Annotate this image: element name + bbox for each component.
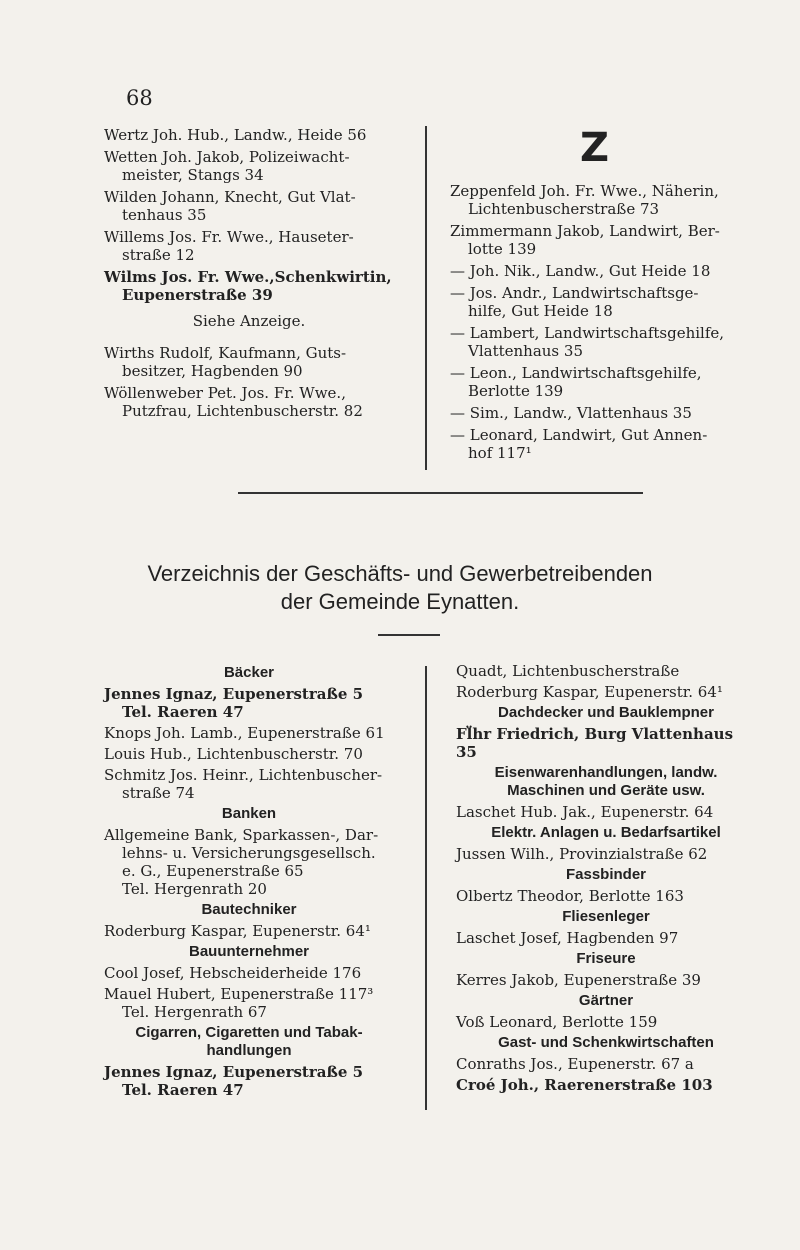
entry-line: Croé Joh., Raerenerstraße 103 <box>456 1076 713 1094</box>
entry-line: — Sim., Landw., Vlattenhaus 35 <box>450 404 692 422</box>
category-heading: Eisenwarenhandlungen, landw. Maschinen und Geräte usw. <box>494 764 718 799</box>
entry-continuation: Eupenerstraße 39 <box>122 286 273 304</box>
entry-continuation: Lichtenbuscherstraße 73 <box>468 200 660 218</box>
entry-line: Zeppenfeld Joh. Fr. Wwe., Näherin, <box>450 182 719 200</box>
directory-entry <box>450 364 770 400</box>
category-heading: Elektr. Anlagen u. Bedarfsartikel <box>491 824 721 841</box>
entry-line: Roderburg Kaspar, Eupenerstr. 64¹ <box>104 922 371 940</box>
entry-continuation: e. G., Eupenerstraße 65 <box>122 862 304 880</box>
directory-entry <box>450 182 770 218</box>
entry-line: Louis Hub., Lichtenbuscherstr. 70 <box>104 745 363 763</box>
directory-entry <box>456 1055 756 1073</box>
entry-line: Cool Josef, Hebscheiderheide 176 <box>104 964 362 982</box>
upper-left-column <box>104 126 394 424</box>
entry-line: — Joh. Nik., Landw., Gut Heide 18 <box>450 262 711 280</box>
category-heading: Cigarren, Cigaretten und Tabak-handlungen <box>135 1024 363 1059</box>
category-heading: Friseure <box>576 950 636 967</box>
entry-continuation: besitzer, Hagbenden 90 <box>122 362 303 380</box>
category-heading: Gärtner <box>578 992 634 1009</box>
entry-continuation: lehns- u. Versicherungsgesellsch. <box>122 844 376 862</box>
lower-right-column <box>456 662 756 1097</box>
entry-line: Jussen Wilh., Provinzialstraße 62 <box>456 845 708 863</box>
category-heading: Dachdecker und Bauklempner <box>498 704 714 721</box>
entry-continuation: meister, Stangs 34 <box>122 166 264 184</box>
directory-entry <box>456 929 756 947</box>
directory-entry <box>450 404 770 422</box>
section-divider <box>238 492 643 494</box>
section-letter: Z <box>580 125 610 171</box>
entry-line: Laschet Josef, Hagbenden 97 <box>456 929 679 947</box>
directory-entry <box>456 803 756 821</box>
upper-column-divider <box>425 126 427 470</box>
directory-entry <box>456 1076 756 1094</box>
directory-title-line-1: Verzeichnis der Geschäfts- und Gewerbetreibenden <box>147 561 653 586</box>
directory-entry <box>456 971 756 989</box>
entry-line: Mauel Hubert, Eupenerstraße 117³ <box>104 985 374 1003</box>
directory-entry <box>456 887 756 905</box>
directory-entry <box>104 312 394 330</box>
directory-entry <box>456 725 756 761</box>
directory-entry <box>104 188 394 224</box>
entry-line: Wetten Joh. Jakob, Polizeiwacht- <box>104 148 350 166</box>
entry-line: Allgemeine Bank, Sparkassen-, Dar- <box>104 826 379 844</box>
directory-entry <box>104 985 394 1021</box>
entry-continuation: Vlattenhaus 35 <box>468 342 583 360</box>
entry-continuation: tenhaus 35 <box>122 206 207 224</box>
entry-line: — Lambert, Landwirtschaftsgehilfe, <box>450 324 725 342</box>
lower-column-divider <box>425 666 427 1110</box>
category-heading: Fliesenleger <box>562 908 650 925</box>
entry-line: Kerres Jakob, Eupenerstraße 39 <box>456 971 701 989</box>
entry-line: Olbertz Theodor, Berlotte 163 <box>456 887 684 905</box>
category-heading: Banken <box>221 805 277 822</box>
entry-continuation: Tel. Raeren 47 <box>122 1081 244 1099</box>
directory-title-line-2: der Gemeinde Eynatten. <box>280 589 520 614</box>
category-heading: Bäcker <box>223 664 275 681</box>
entry-continuation: Tel. Raeren 47 <box>122 703 244 721</box>
entry-continuation: Berlotte 139 <box>468 382 564 400</box>
entry-line: Wöllenweber Pet. Jos. Fr. Wwe., <box>104 384 346 402</box>
entry-line: Wilms Jos. Fr. Wwe.,Schenkwirtin, <box>104 268 392 286</box>
directory-entry <box>104 964 394 982</box>
entry-continuation: lotte 139 <box>468 240 537 258</box>
entry-continuation: Tel. Hergenrath 67 <box>122 1003 267 1021</box>
upper-right-column <box>450 182 770 466</box>
category-heading: Bauunternehmer <box>188 943 310 960</box>
directory-entry <box>104 126 394 144</box>
entry-continuation: straße 12 <box>122 246 195 264</box>
entry-line: Wertz Joh. Hub., Landw., Heide 56 <box>104 126 367 144</box>
entry-line: Conraths Jos., Eupenerstr. 67 a <box>456 1055 694 1073</box>
lower-left-column <box>104 662 394 1102</box>
directory-entry <box>456 662 756 680</box>
entry-line: Laschet Hub. Jak., Eupenerstr. 64 <box>456 803 714 821</box>
title-divider <box>378 634 440 636</box>
directory-entry <box>104 766 394 802</box>
entry-continuation: hilfe, Gut Heide 18 <box>468 302 613 320</box>
page-number: 68 <box>126 86 153 110</box>
directory-entry <box>104 826 394 898</box>
directory-entry <box>104 268 394 304</box>
directory-entry <box>450 284 770 320</box>
directory-entry <box>450 222 770 258</box>
entry-line: Roderburg Kaspar, Eupenerstr. 64¹ <box>456 683 723 701</box>
entry-line: Wilden Johann, Knecht, Gut Vlat- <box>104 188 356 206</box>
directory-entry <box>450 324 770 360</box>
entry-continuation: Tel. Hergenrath 20 <box>122 880 267 898</box>
entry-line: Jennes Ignaz, Eupenerstraße 5 <box>104 685 364 703</box>
entry-line: Zimmermann Jakob, Landwirt, Ber- <box>450 222 720 240</box>
directory-entry <box>104 724 394 742</box>
directory-entry <box>104 148 394 184</box>
entry-line: Fl̈hr Friedrich, Burg Vlattenhaus 35 <box>456 725 734 761</box>
directory-entry <box>450 426 770 462</box>
entry-line: — Leon., Landwirtschaftsgehilfe, <box>450 364 702 382</box>
category-heading: Fassbinder <box>565 866 647 883</box>
entry-line: Quadt, Lichtenbuscherstraße <box>456 662 680 680</box>
category-heading: Bautechniker <box>201 901 297 918</box>
category-heading: Gast- und Schenkwirtschaften <box>498 1034 714 1051</box>
directory-entry <box>450 262 770 280</box>
entry-line: Siehe Anzeige. <box>192 312 306 330</box>
directory-entry <box>456 683 756 701</box>
directory-entry <box>104 1063 394 1099</box>
entry-line: Willems Jos. Fr. Wwe., Hauseter- <box>104 228 354 246</box>
directory-title <box>80 560 720 616</box>
directory-entry <box>104 685 394 721</box>
directory-entry <box>104 384 394 420</box>
entry-line: — Jos. Andr., Landwirtschaftsge- <box>450 284 699 302</box>
directory-entry <box>456 845 756 863</box>
entry-line: Jennes Ignaz, Eupenerstraße 5 <box>104 1063 364 1081</box>
directory-entry <box>104 228 394 264</box>
entry-line: Schmitz Jos. Heinr., Lichtenbuscher- <box>104 766 383 784</box>
directory-entry <box>104 745 394 763</box>
directory-entry <box>456 1013 756 1031</box>
directory-entry <box>104 344 394 380</box>
entry-line: Knops Joh. Lamb., Eupenerstraße 61 <box>104 724 385 742</box>
entry-line: Voß Leonard, Berlotte 159 <box>456 1013 658 1031</box>
entry-continuation: straße 74 <box>122 784 195 802</box>
entry-line: Wirths Rudolf, Kaufmann, Guts- <box>104 344 347 362</box>
entry-line: — Leonard, Landwirt, Gut Annen- <box>450 426 708 444</box>
entry-continuation: hof 117¹ <box>468 444 532 462</box>
entry-continuation: Putzfrau, Lichtenbuscherstr. 82 <box>122 402 363 420</box>
directory-entry <box>104 922 394 940</box>
